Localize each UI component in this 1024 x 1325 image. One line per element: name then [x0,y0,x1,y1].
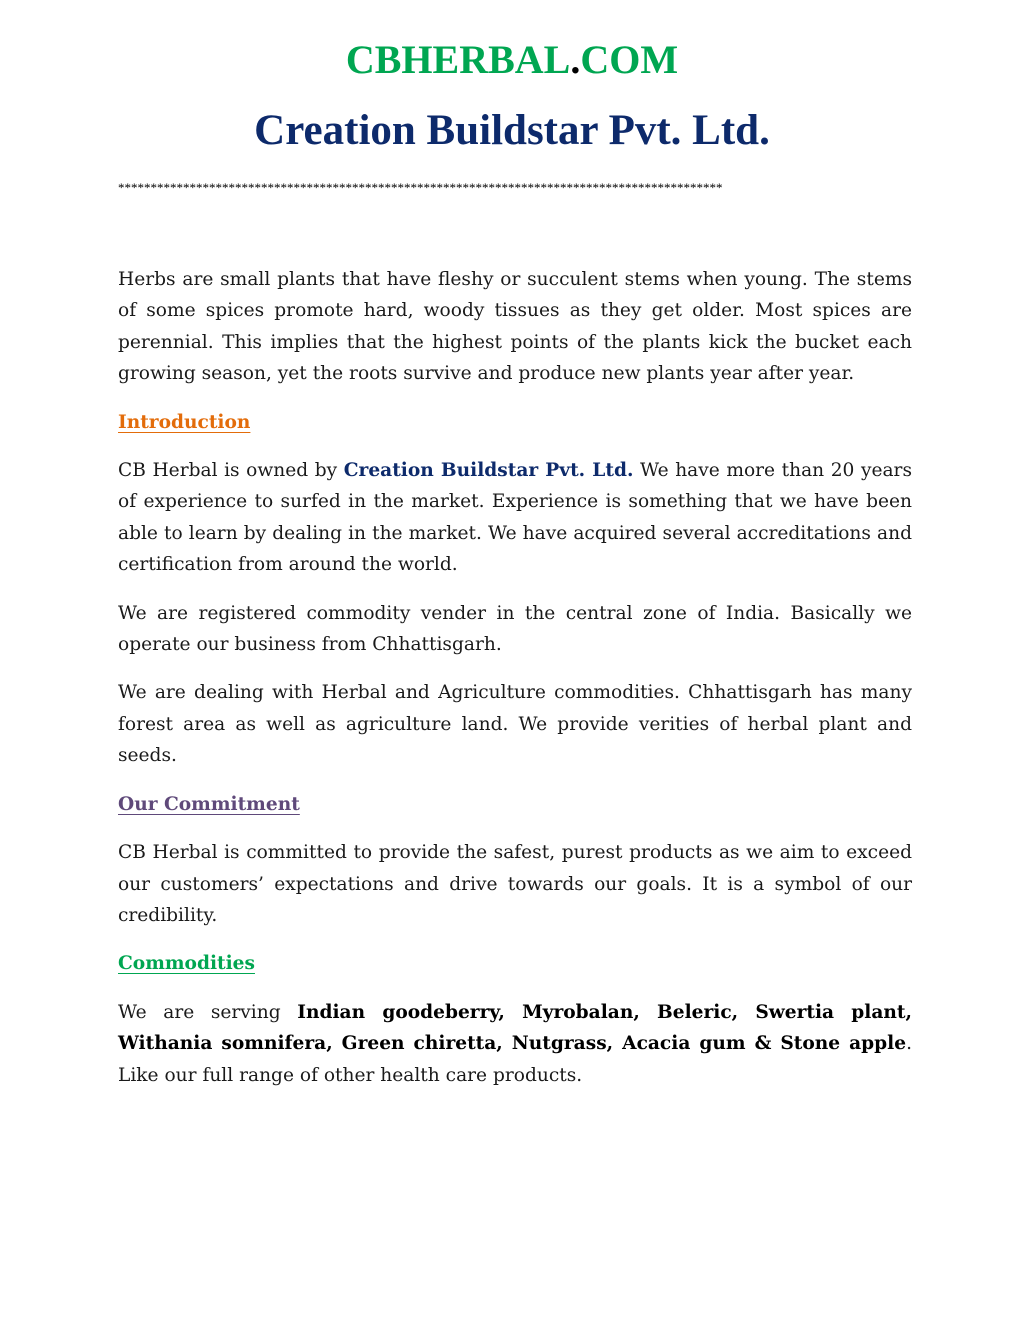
commodities-list: Indian goodeberry, Myrobalan, Beleric, Swertia plant, Withania somnifera, Green chiretta, Nutgrass, Acacia gum & Stone apple [118,1001,912,1055]
commitment-heading: Our Commitment [118,793,300,815]
document-body [118,264,912,1108]
introduction-paragraph-2: We are registered commodity vender in the central zone of India. Basically we operate our business from Chhattisgarh. [118,602,912,656]
company-title: Creation Buildstar Pvt. Ltd. [254,107,770,154]
intro-paragraph: Herbs are small plants that have fleshy or succulent stems when young. The stems of some spices promote hard, woody tissues as they get older. Most spices are perennial. This implies that the highest points of the plants kick the bucket each growing season, yet the roots survive and produce new plants year after year. [118,269,912,385]
site-title-dot: . [570,37,581,82]
commitment-paragraph: CB Herbal is committed to provide the safest, purest products as we aim to exceed our customers’ expectations and drive towards our goals. It is a symbol of our credibility. [118,842,912,926]
site-title [0,36,1024,84]
site-name: CBHERBAL [345,37,571,82]
introduction-heading: Introduction [118,411,251,433]
commodities-heading: Commodities [118,953,255,975]
introduction-p1-before: CB Herbal is owned by [118,460,344,482]
commodities-p1-before: We are serving [118,1001,298,1023]
introduction-p1-after: We have more than 20 years of experience to surfed in the market. Experience is something that we have been able to learn by dealing in the market. We have acquired several accreditations and certification from around the world. [118,460,912,576]
company-name-inline: Creation Buildstar Pvt. Ltd. [343,460,634,482]
introduction-paragraph-1 [118,455,912,581]
introduction-paragraph-3: We are dealing with Herbal and Agriculture commodities. Chhattisgarh has many forest area as well as agriculture land. We provide verities of herbal plant and seeds. [118,682,912,767]
commodities-paragraph [118,997,912,1091]
site-tld: COM [580,37,679,82]
asterisk-divider: ********************************************************************************************* [118,181,723,195]
commodities-p1-after: . Like our full range of other health care products. [118,1033,912,1086]
